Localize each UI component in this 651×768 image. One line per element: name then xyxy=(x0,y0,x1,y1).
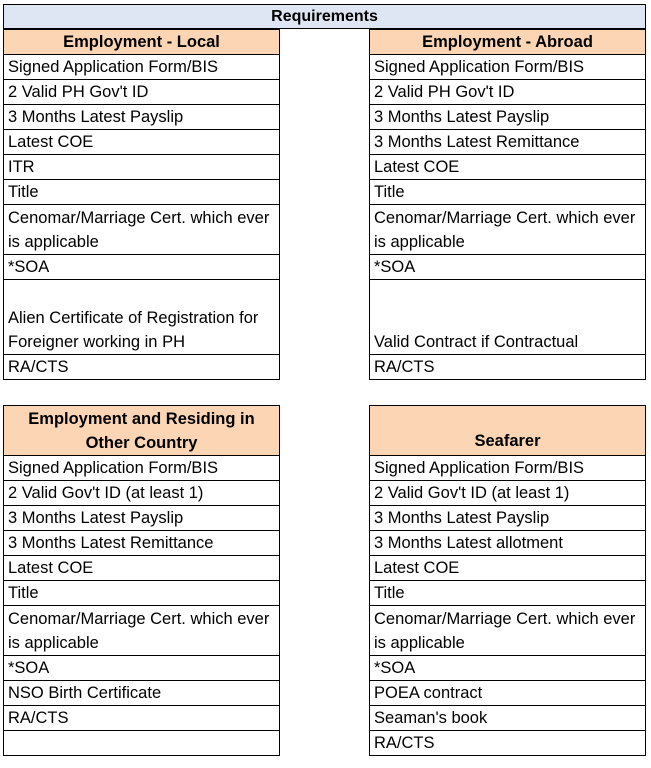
list-item: 3 Months Latest Payslip xyxy=(370,506,646,531)
list-item: Title xyxy=(370,180,646,205)
list-item: Latest COE xyxy=(4,556,280,581)
list-item: Signed Application Form/BIS xyxy=(370,456,646,481)
list-item: 3 Months Latest Remittance xyxy=(370,130,646,155)
employment-residing-table xyxy=(3,405,280,756)
list-item: Latest COE xyxy=(4,130,280,155)
list-item: 2 Valid PH Gov't ID xyxy=(370,80,646,105)
employment-abroad-header: Employment - Abroad xyxy=(370,30,646,55)
list-item: Signed Application Form/BIS xyxy=(4,55,280,80)
employment-residing-header: Employment and Residing in Other Country xyxy=(4,406,280,456)
list-item: *SOA xyxy=(4,255,280,280)
list-item: 3 Months Latest Payslip xyxy=(4,506,280,531)
list-item: Title xyxy=(4,581,280,606)
list-item: *SOA xyxy=(4,656,280,681)
list-item: RA/CTS xyxy=(370,731,646,756)
list-item: ITR xyxy=(4,155,280,180)
list-item: 3 Months Latest allotment xyxy=(370,531,646,556)
list-item: Cenomar/Marriage Cert. which ever is applicable xyxy=(4,606,280,656)
list-item: 2 Valid PH Gov't ID xyxy=(4,80,280,105)
list-item: Valid Contract if Contractual xyxy=(370,280,646,355)
list-item: Latest COE xyxy=(370,556,646,581)
list-item: 2 Valid Gov't ID (at least 1) xyxy=(370,481,646,506)
list-item: 3 Months Latest Payslip xyxy=(370,105,646,130)
list-item: *SOA xyxy=(370,255,646,280)
list-item: Signed Application Form/BIS xyxy=(4,456,280,481)
seafarer-table xyxy=(369,405,646,756)
list-item: NSO Birth Certificate xyxy=(4,681,280,706)
employment-abroad-table xyxy=(369,29,646,380)
list-item: 3 Months Latest Remittance xyxy=(4,531,280,556)
list-item: *SOA xyxy=(370,656,646,681)
list-item: Title xyxy=(370,581,646,606)
list-item: Cenomar/Marriage Cert. which ever is applicable xyxy=(370,606,646,656)
list-item: Signed Application Form/BIS xyxy=(370,55,646,80)
list-item: Alien Certificate of Registration for Foreigner working in PH xyxy=(4,280,280,355)
seafarer-header: Seafarer xyxy=(370,406,646,456)
list-item: RA/CTS xyxy=(370,355,646,380)
list-item: 3 Months Latest Payslip xyxy=(4,105,280,130)
list-item: Cenomar/Marriage Cert. which ever is applicable xyxy=(4,205,280,255)
list-item: POEA contract xyxy=(370,681,646,706)
list-item: Cenomar/Marriage Cert. which ever is applicable xyxy=(370,205,646,255)
list-item: RA/CTS xyxy=(4,706,280,731)
list-item: Seaman's book xyxy=(370,706,646,731)
list-item: RA/CTS xyxy=(4,355,280,380)
list-item xyxy=(4,731,280,756)
list-item: 2 Valid Gov't ID (at least 1) xyxy=(4,481,280,506)
employment-local-header: Employment - Local xyxy=(4,30,280,55)
employment-local-table xyxy=(3,29,280,380)
list-item: Title xyxy=(4,180,280,205)
requirements-title: Requirements xyxy=(3,4,646,29)
list-item: Latest COE xyxy=(370,155,646,180)
